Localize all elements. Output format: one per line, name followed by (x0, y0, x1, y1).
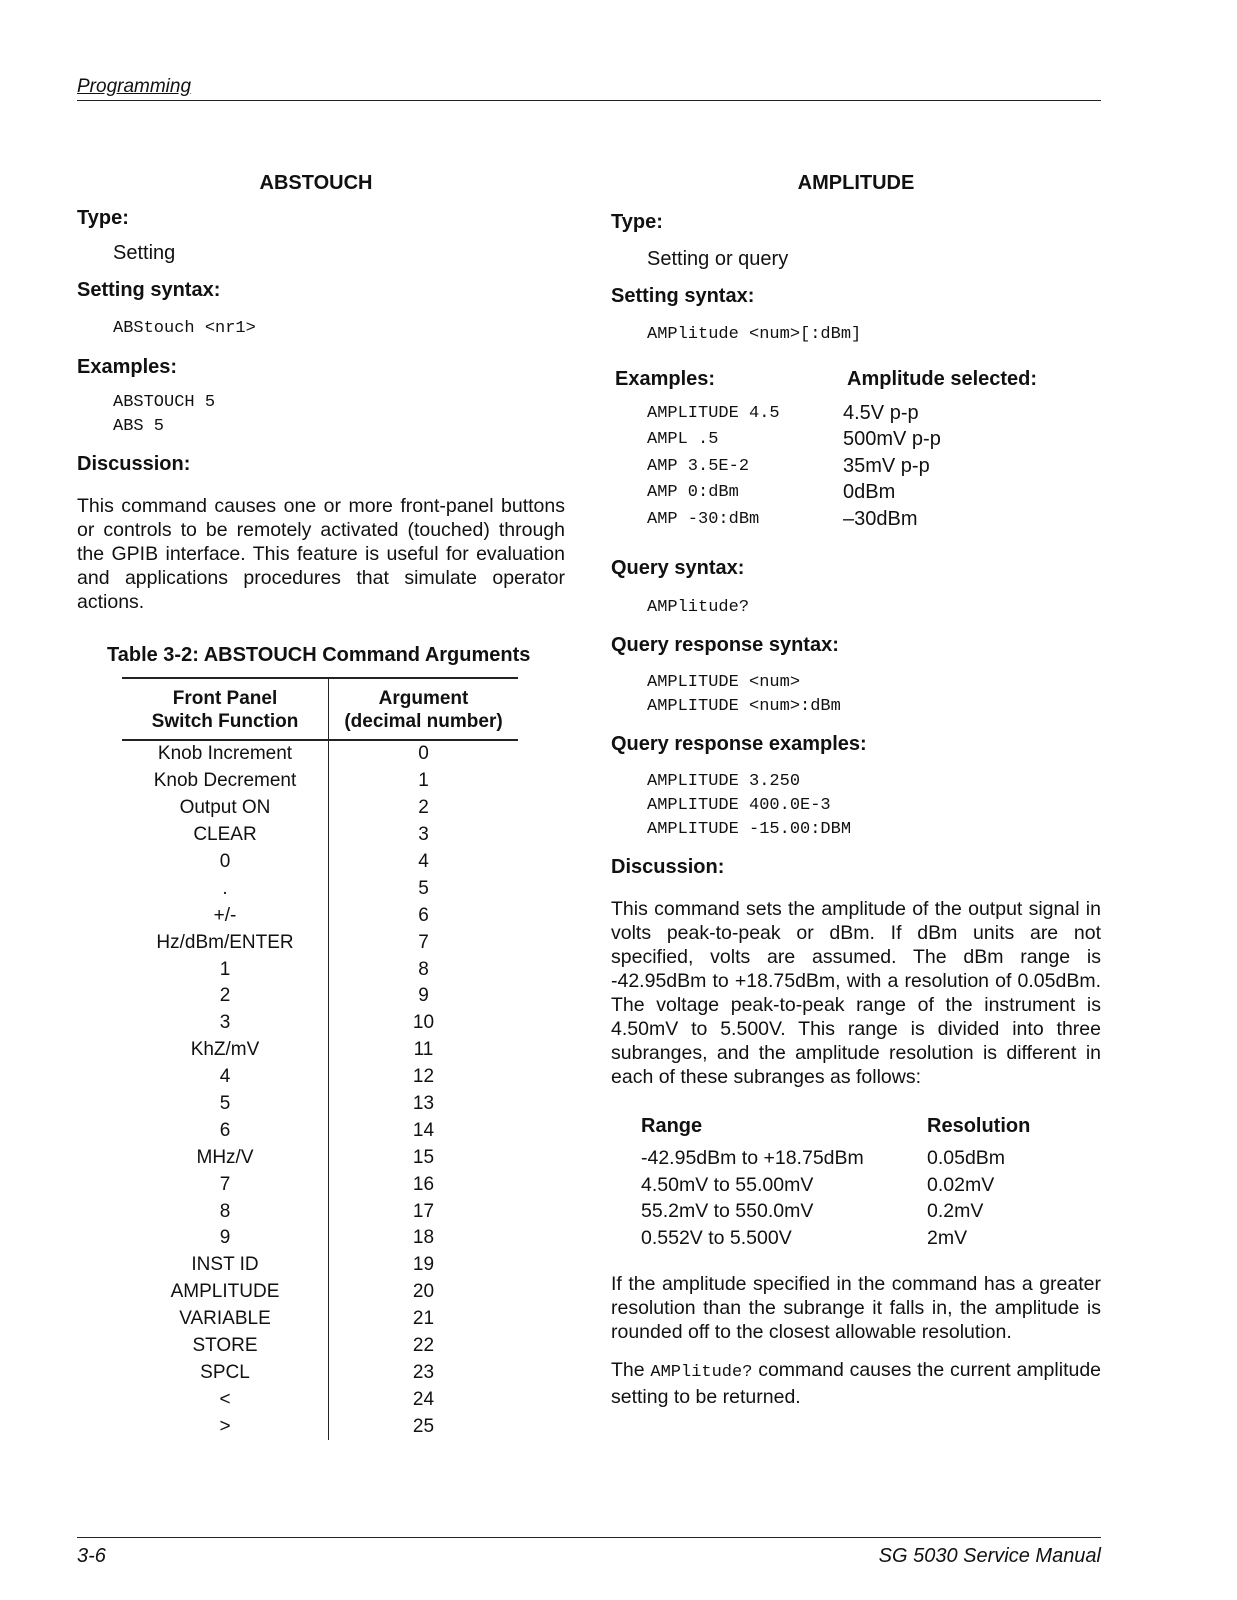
abstouch-syntax: ABStouch <nr1> (113, 319, 256, 338)
switch-function-cell: AMPLITUDE (122, 1279, 329, 1306)
switch-function-cell: VARIABLE (122, 1306, 329, 1333)
header-rule (77, 100, 1101, 101)
response-example-line: AMPLITUDE 3.250 (647, 771, 801, 791)
resolution-heading: Resolution (927, 1114, 1031, 1137)
switch-function-cell: Knob Increment (122, 740, 329, 768)
abstouch-type-value: Setting (113, 242, 176, 264)
amplitude-syntax-heading: Setting syntax: (611, 285, 755, 307)
argument-cell: 17 (412, 1200, 435, 1222)
argument-cell: 24 (412, 1388, 435, 1410)
argument-cell: 20 (412, 1281, 435, 1303)
argument-cell: 0 (418, 743, 429, 765)
switch-function-cell: Hz/dBm/ENTER (122, 929, 329, 956)
table-row (122, 1144, 518, 1171)
switch-function-cell: 2 (122, 983, 329, 1010)
running-header: Programming (77, 76, 192, 97)
switch-function-cell: +/- (122, 902, 329, 929)
amplitude-example-row (611, 506, 1101, 533)
response-syntax-line: AMPLITUDE <num>:dBm (647, 696, 841, 716)
argument-cell: 10 (412, 1012, 435, 1034)
amplitude-section (611, 172, 1101, 1409)
table-row (122, 1010, 518, 1037)
amplitude-syntax: AMPlitude <num>[:dBm] (647, 325, 862, 344)
amplitude-example-row (611, 453, 1101, 480)
argument-cell: 4 (418, 851, 429, 872)
amplitude-example-value: 500mV p-p (843, 428, 941, 451)
switch-function-cell: 7 (122, 1171, 329, 1198)
amplitude-examples-heading: Examples: (615, 367, 716, 390)
argument-cell: 6 (418, 904, 429, 926)
amplitude-example-command: AMP 0:dBm (647, 483, 739, 503)
switch-function-cell: CLEAR (122, 822, 329, 849)
switch-function-cell: 8 (122, 1198, 329, 1225)
amplitude-discussion-1: This command sets the amplitude of the output signal in volts peak-to-peak or dBm. If dBm units are not specified, volts are assumed. The dBm range is -42.95dBm to +18.75dBm, with a resolution of 0.05dBm. The voltage peak-to-peak range of the instrument is 4.50mV to 5.500V. This range is divided into three subranges, and the amplitude resolution is different in each of these subranges as follows: (611, 897, 1101, 1088)
response-example-line: AMPLITUDE 400.0E-3 (647, 795, 831, 815)
argument-cell: 3 (418, 824, 429, 846)
table-row (122, 740, 518, 768)
range-cell: 0.552V to 5.500V (641, 1226, 792, 1249)
switch-function-cell: KhZ/mV (122, 1037, 329, 1064)
argument-cell: 13 (412, 1093, 435, 1115)
switch-function-cell: MHz/V (122, 1144, 329, 1171)
table-row (122, 822, 518, 849)
switch-function-cell: STORE (122, 1333, 329, 1360)
argument-cell: 2 (418, 797, 429, 819)
table-row (122, 1091, 518, 1118)
table-header-argument: Argument (decimal number) (329, 678, 519, 740)
amplitude-example-command: AMP 3.5E-2 (647, 456, 750, 476)
switch-function-cell: 9 (122, 1225, 329, 1252)
table-row (122, 1171, 518, 1198)
amplitude-discussion-2: If the amplitude specified in the command has a greater resolution than the subrange it falls in, the amplitude is rounded off to the closest allowable resolution. (611, 1272, 1101, 1343)
amplitude-example-command: AMPL .5 (647, 430, 719, 450)
switch-function-cell: Output ON (122, 795, 329, 822)
table-row (122, 1359, 518, 1386)
table-row (122, 1413, 518, 1440)
table-row (122, 1198, 518, 1225)
range-row (611, 1146, 1101, 1173)
argument-cell: 18 (412, 1227, 435, 1249)
table-row (122, 1037, 518, 1064)
abstouch-arguments-table (122, 677, 518, 1440)
table-row (122, 956, 518, 983)
switch-function-cell: INST ID (122, 1252, 329, 1279)
argument-cell: 19 (412, 1254, 435, 1276)
argument-cell: 5 (418, 877, 429, 899)
table-row (122, 1279, 518, 1306)
table-header-function: Front Panel Switch Function (122, 678, 329, 740)
argument-cell: 23 (412, 1361, 435, 1383)
amplitude-example-command: AMP -30:dBm (647, 509, 760, 529)
amplitude-examples (611, 362, 1101, 533)
resolution-cell: 0.05dBm (927, 1147, 1006, 1170)
query-syntax: AMPlitude? (647, 597, 750, 617)
amplitude-example-value: –30dBm (843, 507, 918, 530)
table-row (122, 983, 518, 1010)
table-row (122, 902, 518, 929)
table-body (122, 740, 518, 1440)
table-row (122, 849, 518, 876)
switch-function-cell: Knob Decrement (122, 768, 329, 795)
abstouch-examples (77, 391, 565, 439)
range-cell: 55.2mV to 550.0mV (641, 1200, 814, 1223)
switch-function-cell: . (122, 875, 329, 902)
table-row (122, 1117, 518, 1144)
resolution-cell: 2mV (927, 1226, 968, 1249)
switch-function-cell: SPCL (122, 1359, 329, 1386)
amplitude-type-heading: Type: (611, 211, 663, 233)
query-syntax-heading: Query syntax: (611, 556, 745, 579)
switch-function-cell: 6 (122, 1117, 329, 1144)
amplitude-selected-heading: Amplitude selected: (847, 367, 1038, 390)
abstouch-discussion-heading: Discussion: (77, 453, 191, 475)
argument-cell: 8 (418, 958, 429, 980)
response-examples-heading: Query response examples: (611, 732, 867, 755)
page-number: 3-6 (77, 1545, 106, 1567)
argument-cell: 9 (418, 985, 429, 1007)
resolution-cell: 0.02mV (927, 1173, 995, 1196)
abstouch-discussion: This command causes one or more front-panel buttons or controls to be remotely activated (touched) through the GPIB interface. This feature is useful for evaluation and applications procedures that simulate operator actions. (77, 495, 565, 613)
range-row (611, 1225, 1101, 1252)
abstouch-section (77, 172, 565, 1440)
table-caption: Table 3-2: ABSTOUCH Command Arguments (107, 644, 531, 666)
abstouch-example: ABSTOUCH 5 (113, 393, 216, 412)
range-cell: 4.50mV to 55.00mV (641, 1173, 814, 1196)
table-row (122, 1225, 518, 1252)
abstouch-type-heading: Type: (77, 207, 129, 229)
abstouch-example: ABS 5 (113, 417, 165, 436)
abstouch-title: ABSTOUCH (259, 172, 373, 194)
range-cell: -42.95dBm to +18.75dBm (641, 1147, 864, 1170)
abstouch-examples-heading: Examples: (77, 356, 178, 378)
inline-command: AMPlitude? (650, 1362, 753, 1382)
table-row (122, 768, 518, 795)
amplitude-discussion-heading: Discussion: (611, 855, 725, 878)
resolution-cell: 0.2mV (927, 1200, 984, 1223)
table-row (122, 875, 518, 902)
table-row (122, 1252, 518, 1279)
amplitude-example-row (611, 427, 1101, 454)
response-example-line: AMPLITUDE -15.00:DBM (647, 819, 852, 839)
switch-function-cell: 5 (122, 1091, 329, 1118)
argument-cell: 22 (412, 1335, 435, 1357)
table-row (122, 1064, 518, 1091)
response-syntax-heading: Query response syntax: (611, 633, 839, 656)
footer-rule (77, 1537, 1101, 1538)
amplitude-type-value: Setting or query (647, 248, 789, 270)
amplitude-example-row (611, 480, 1101, 507)
table-row (122, 1386, 518, 1413)
argument-cell: 25 (412, 1415, 435, 1437)
manual-title: SG 5030 Service Manual (878, 1545, 1101, 1567)
abstouch-syntax-heading: Setting syntax: (77, 279, 221, 301)
table-row (122, 1306, 518, 1333)
switch-function-cell: 0 (122, 849, 329, 876)
response-examples-block (611, 770, 1101, 842)
table-row (122, 795, 518, 822)
switch-function-cell: > (122, 1413, 329, 1440)
range-heading: Range (641, 1114, 703, 1137)
amplitude-example-value: 0dBm (843, 481, 896, 504)
switch-function-cell: 1 (122, 956, 329, 983)
argument-cell: 21 (412, 1308, 435, 1330)
response-syntax-line: AMPLITUDE <num> (647, 672, 801, 692)
range-row (611, 1172, 1101, 1199)
argument-cell: 11 (413, 1039, 434, 1061)
response-syntax-block (611, 671, 1101, 719)
argument-cell: 14 (412, 1119, 435, 1141)
table-row (122, 929, 518, 956)
table-row (122, 1333, 518, 1360)
argument-cell: 15 (412, 1146, 435, 1168)
resolution-table (611, 1115, 1101, 1252)
amplitude-example-row (611, 400, 1101, 427)
argument-cell: 7 (418, 931, 429, 953)
switch-function-cell: 4 (122, 1064, 329, 1091)
amplitude-example-command: AMPLITUDE 4.5 (647, 403, 780, 423)
switch-function-cell: 3 (122, 1010, 329, 1037)
amplitude-example-value: 35mV p-p (843, 454, 930, 477)
amplitude-title: AMPLITUDE (797, 172, 915, 194)
argument-cell: 12 (412, 1066, 435, 1088)
argument-cell: 1 (418, 770, 429, 792)
switch-function-cell: < (122, 1386, 329, 1413)
argument-cell: 16 (412, 1173, 435, 1195)
amplitude-discussion-3: The AMPlitude? command causes the current amplitude setting to be returned. (611, 1358, 1102, 1408)
amplitude-example-value: 4.5V p-p (843, 401, 919, 424)
range-row (611, 1199, 1101, 1226)
